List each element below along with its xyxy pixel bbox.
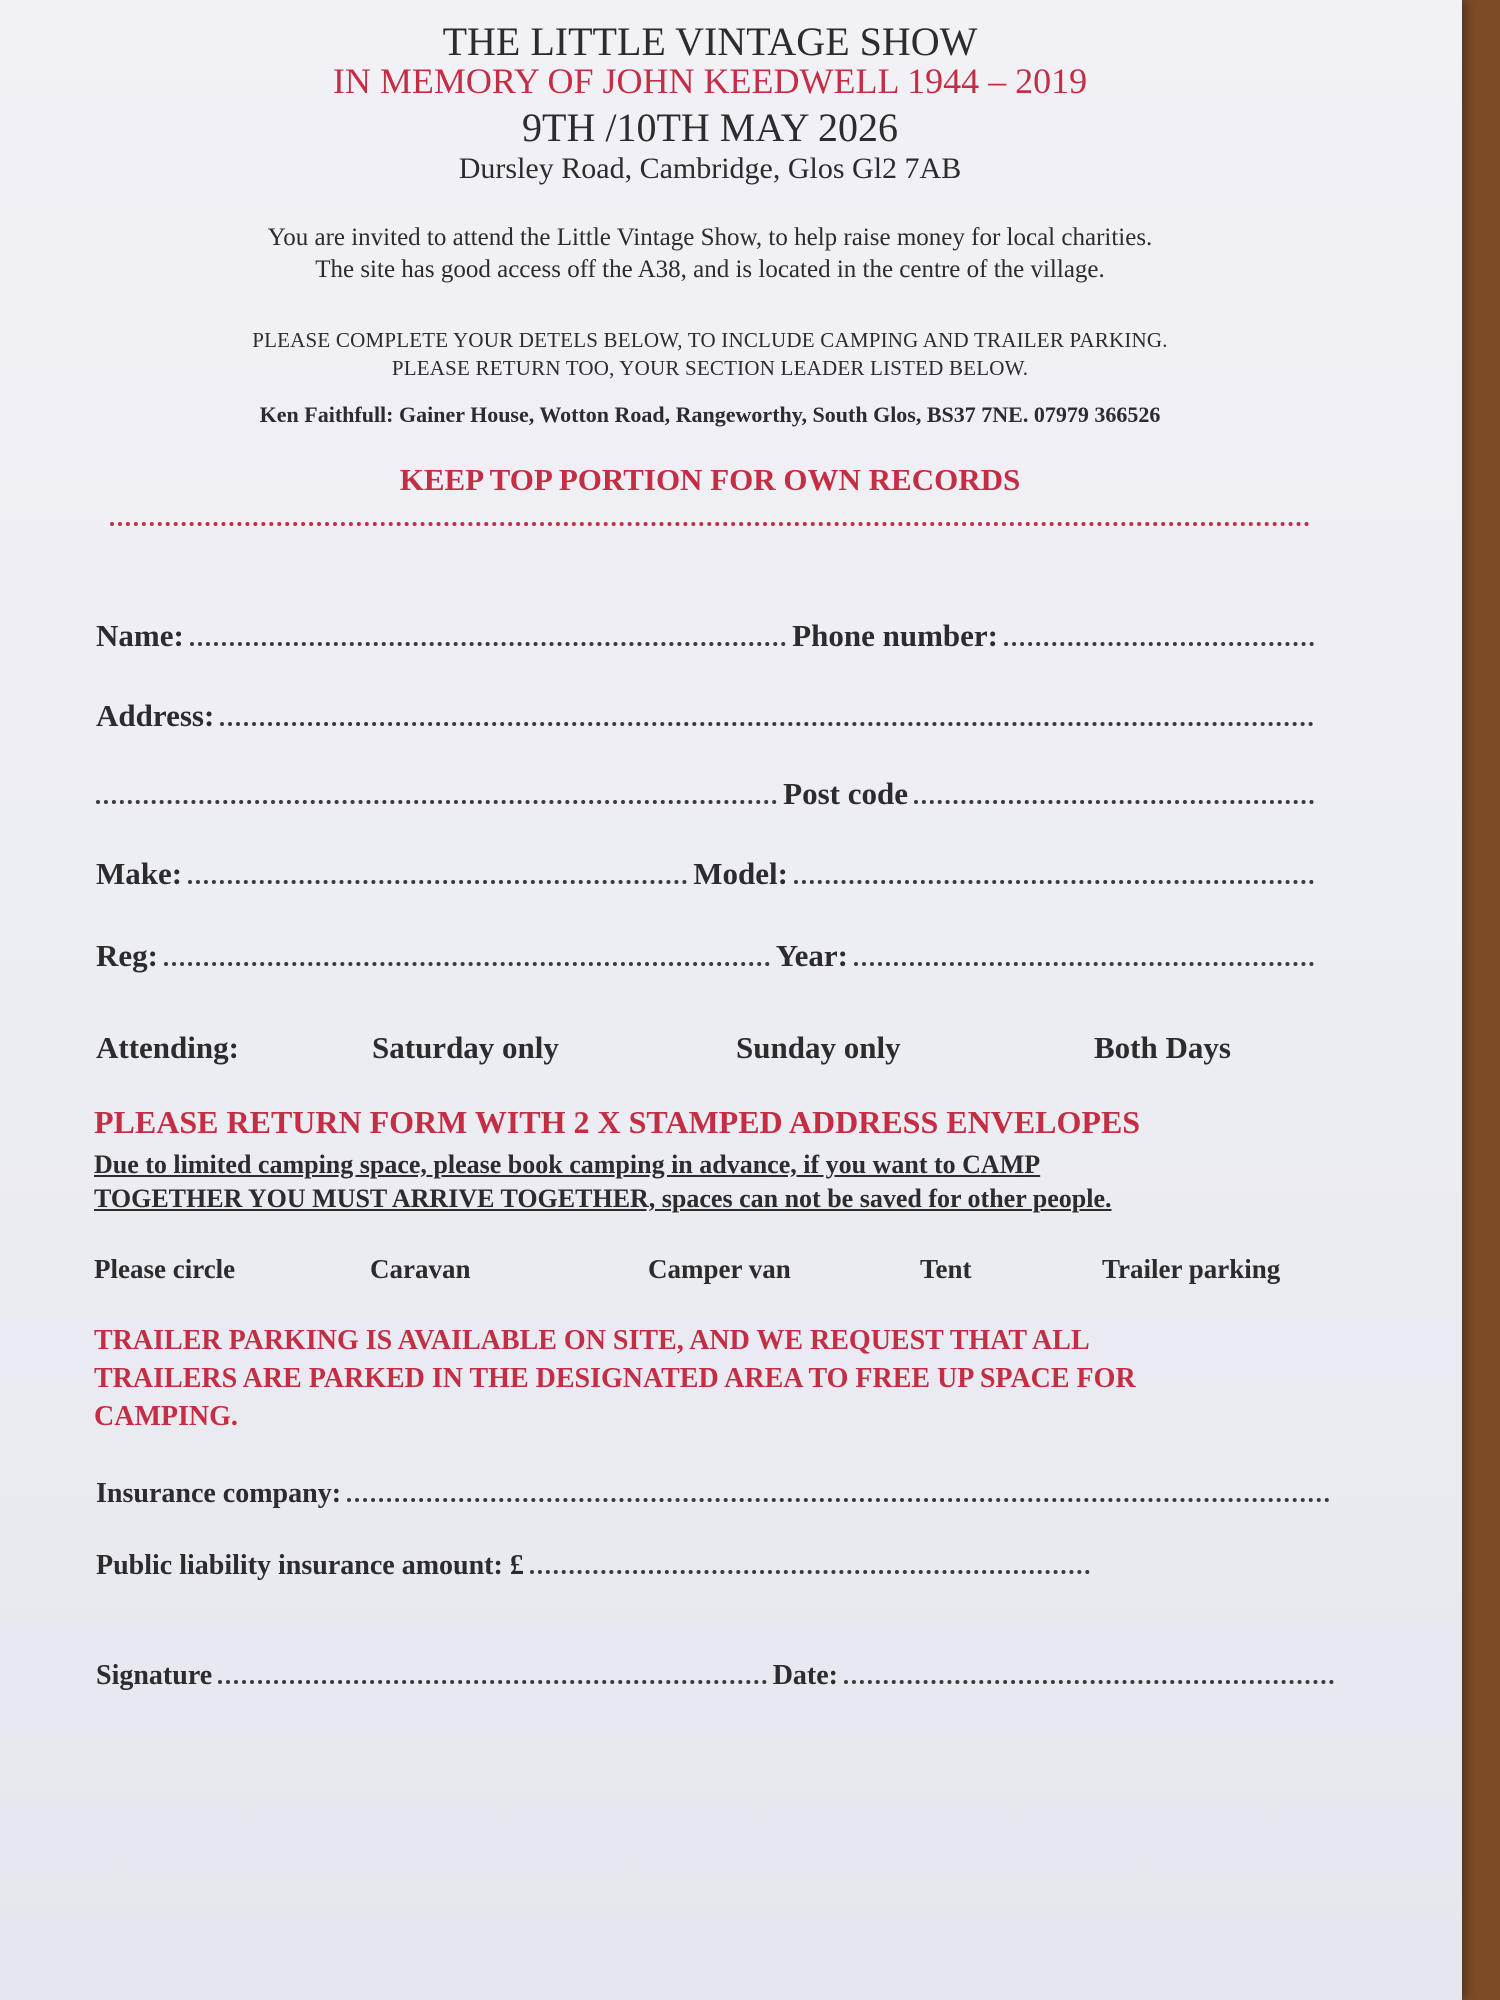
attending-option-sunday[interactable]: Sunday only	[736, 1030, 901, 1065]
option-caravan[interactable]: Caravan	[370, 1254, 471, 1284]
date-label: Date:	[772, 1660, 838, 1691]
camping-notice-line-1: Due to limited camping space, please book camping in advance, if you want to CAMP	[94, 1150, 1041, 1179]
signature-date-row	[96, 1660, 1340, 1692]
trailer-parking-notice	[94, 1322, 1334, 1436]
name-label: Name:	[96, 618, 184, 653]
attending-label: Attending:	[96, 1030, 239, 1065]
venue-address: Dursley Road, Cambridge, Glos Gl2 7AB	[458, 152, 962, 185]
address-postcode-row	[96, 776, 1320, 812]
keep-records-notice: KEEP TOP PORTION FOR OWN RECORDS	[399, 462, 1021, 497]
option-trailer-parking[interactable]: Trailer parking	[1102, 1254, 1281, 1284]
trailer-notice-line-3: CAMPING.	[94, 1401, 238, 1432]
instructions-line-2: PLEASE RETURN TOO, YOUR SECTION LEADER LISTED BELOW.	[391, 356, 1029, 380]
instructions-line-1: PLEASE COMPLETE YOUR DETELS BELOW, TO INCLUDE CAMPING AND TRAILER PARKING.	[252, 328, 1168, 352]
year-label: Year:	[775, 938, 848, 973]
make-field[interactable]	[188, 880, 687, 884]
name-phone-row	[96, 618, 1320, 654]
model-field[interactable]	[794, 880, 1314, 884]
postcode-label: Post code	[783, 776, 908, 811]
address-line-2-field[interactable]	[96, 800, 777, 804]
name-field[interactable]	[190, 642, 786, 646]
show-dates: 9TH /10TH MAY 2026	[522, 105, 898, 150]
trailer-notice-line-1: TRAILER PARKING IS AVAILABLE ON SITE, AND WE REQUEST THAT ALL	[94, 1325, 1090, 1356]
insurance-label: Insurance company:	[96, 1478, 342, 1509]
make-model-row	[96, 856, 1320, 892]
option-camper-van[interactable]: Camper van	[648, 1254, 791, 1284]
intro-paragraph	[0, 222, 1420, 286]
attending-option-saturday[interactable]: Saturday only	[372, 1030, 559, 1065]
make-label: Make:	[96, 856, 183, 891]
option-tent[interactable]: Tent	[920, 1254, 972, 1284]
model-label: Model:	[693, 856, 788, 891]
reg-field[interactable]	[164, 962, 770, 966]
phone-field[interactable]	[1004, 642, 1314, 646]
tear-off-divider	[110, 522, 1310, 526]
date-field[interactable]	[844, 1680, 1334, 1684]
show-title: THE LITTLE VINTAGE SHOW	[442, 19, 978, 64]
address-label: Address:	[96, 698, 215, 733]
section-leader-contact: Ken Faithfull: Gainer House, Wotton Road, Rangeworthy, South Glos, BS37 7NE. 07979 366526	[259, 402, 1161, 427]
trailer-notice-line-2: TRAILERS ARE PARKED IN THE DESIGNATED AREA TO FREE UP SPACE FOR	[94, 1363, 1136, 1394]
reg-year-row	[96, 938, 1320, 974]
insurance-field[interactable]	[347, 1498, 1330, 1502]
postcode-field[interactable]	[914, 800, 1314, 804]
insurance-row	[96, 1478, 1336, 1510]
phone-label: Phone number:	[792, 618, 998, 653]
intro-line-2: The site has good access off the A38, and is located in the centre of the village.	[315, 256, 1105, 283]
liability-field[interactable]	[530, 1570, 1090, 1574]
attending-option-both[interactable]: Both Days	[1094, 1030, 1231, 1065]
year-field[interactable]	[854, 962, 1314, 966]
reg-label: Reg:	[96, 938, 158, 973]
liability-label: Public liability insurance amount: £	[96, 1550, 524, 1581]
address-field[interactable]	[220, 722, 1314, 726]
instructions-paragraph	[0, 326, 1420, 382]
circle-label: Please circle	[94, 1254, 236, 1284]
address-row	[96, 698, 1320, 734]
camping-notice	[94, 1148, 1334, 1216]
envelope-notice: PLEASE RETURN FORM WITH 2 X STAMPED ADDRESS ENVELOPES	[94, 1104, 1141, 1140]
camping-notice-line-2: TOGETHER YOU MUST ARRIVE TOGETHER, spaces can not be saved for other people.	[94, 1184, 1112, 1213]
signature-label: Signature	[96, 1660, 213, 1691]
liability-row	[96, 1550, 1096, 1582]
memorial-line: IN MEMORY OF JOHN KEEDWELL 1944 – 2019	[332, 61, 1088, 101]
signature-field[interactable]	[218, 1680, 767, 1684]
intro-line-1: You are invited to attend the Little Vintage Show, to help raise money for local charities.	[267, 224, 1153, 251]
